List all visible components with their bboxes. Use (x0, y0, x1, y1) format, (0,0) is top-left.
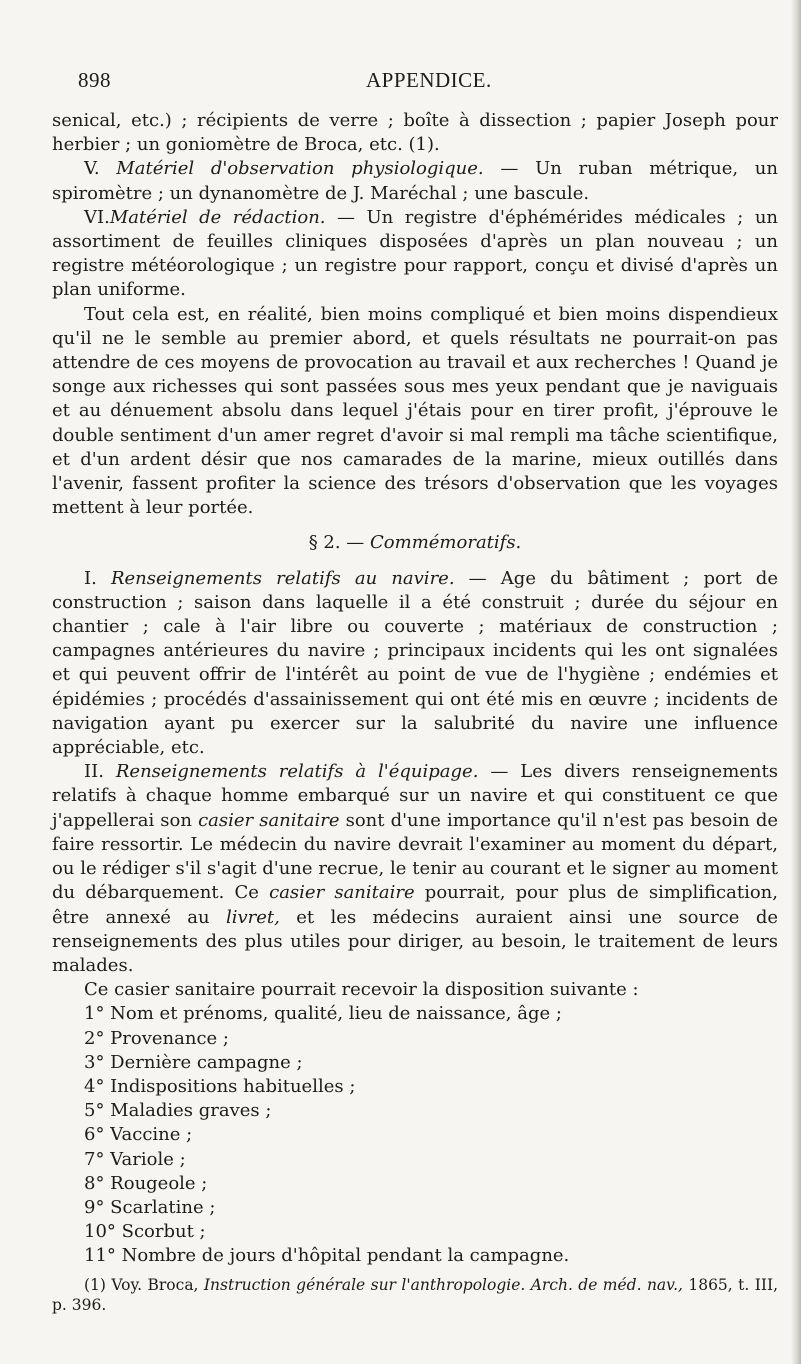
item-number: V. (84, 158, 100, 180)
footnote-citation: 1865, t. III, p. 396. (52, 1275, 778, 1314)
item-text: — Age du bâtiment ; port de construction ; saison dans laquelle il a été construit ; durée du séjour en chantier ; cale à l'air libre ou couverte ; matériaux de construction ; campagnes antérieures du navire ; principaux incidents qui les ont signalées et qui peuvent offrir de l'intérêt au point de vue de l'hygiène ; endémies et épidémies ; procédés d'assainissement qui ont été mis en œuvre ; incidents de navigation ayant pu exercer sur la salubrité du navire une influence appréciable, etc. (52, 567, 778, 759)
item-heading: Renseignements relatifs à l'équipage. (115, 761, 479, 783)
casier-list (52, 1002, 778, 1268)
list-item: 1° Nom et prénoms, qualité, lieu de naissance, âge ; (84, 1003, 562, 1025)
footnote-text (52, 1275, 778, 1315)
page-edge-shadow (791, 0, 801, 1364)
paragraph-materiel-redaction (52, 206, 778, 303)
item-text: — Les divers renseignements relatifs à chaque homme embarqué sur un navire et qui constituent ce que j'appellerai son (52, 761, 778, 831)
list-item: 3° Dernière campagne ; (84, 1051, 303, 1073)
item-text: — Un registre d'éphémérides médicales ; un assortiment de feuilles cliniques disposées d'après un plan nouveau ; un registre météorologique ; un registre pour rapport, conçu et divisé d'après un plan uniforme. (52, 206, 779, 301)
page-number: 898 (78, 68, 111, 92)
footnote (52, 1275, 778, 1315)
list-item: 4° Indispositions habituelles ; (84, 1075, 356, 1097)
item-heading: Matériel d'observation physiologique. (116, 158, 484, 180)
list-item: 6° Vaccine ; (84, 1124, 193, 1146)
book-page (52, 68, 778, 1315)
item-text: et les médecins auraient ainsi une source de renseignements des plus utiles pour diriger, au besoin, le traitement de leurs malades. (52, 906, 778, 976)
emphasis: casier sanitaire (198, 809, 340, 831)
list-item: 7° Variole ; (84, 1148, 186, 1170)
list-item: 2° Provenance ; (84, 1027, 229, 1049)
item-heading: Renseignements relatifs au navire. (110, 567, 455, 589)
emphasis: casier sanitaire (269, 882, 415, 904)
paragraph-materiel-observation (52, 157, 778, 205)
item-number: II. (84, 761, 116, 783)
paragraph-continuation: senical, etc.) ; récipients de verre ; boîte à dissection ; papier Joseph pour herbier ; un goniomètre de Broca, etc. (1). (52, 110, 778, 156)
footnote-title: Instruction générale sur l'anthropologie. Arch. de méd. nav., (203, 1275, 683, 1294)
paragraph-navire (52, 567, 778, 761)
item-text: — Un ruban métrique, un spiromètre ; un dynanomètre de J. Maréchal ; une bascule. (52, 158, 778, 204)
section-number: § 2. — (308, 532, 371, 554)
page-body (52, 109, 778, 1315)
casier-intro: Ce casier sanitaire pourrait recevoir la disposition suivante : (84, 979, 639, 1001)
list-item: 5° Maladies graves ; (84, 1100, 272, 1122)
list-item: 8° Rougeole ; (84, 1172, 208, 1194)
paragraph-conclusion: Tout cela est, en réalité, bien moins compliqué et bien moins dispendieux qu'il ne le semble au premier abord, et quels résultats ne pourrait-on pas attendre de ces moyens de provocation au travail et aux recherches ! Quand je songe aux richesses qui sont passées sous mes yeux pendant que je naviguais et au dénuement absolu dans lequel j'étais pour en tirer profit, j'éprouve le double sentiment d'un amer regret d'avoir si mal rempli ma tâche scientifique, et d'un ardent désir que nos camarades de la marine, mieux outillés dans l'avenir, fassent profiter la science des trésors d'observation que les voyages mettent à leur portée. (52, 303, 778, 519)
emphasis: livret, (225, 906, 280, 928)
item-text: pourrait, pour plus de simplification, être annexé au (52, 882, 778, 928)
section-title: Commémoratifs. (370, 532, 522, 554)
paragraph-equipage (52, 760, 778, 978)
section-heading (52, 531, 778, 555)
item-text: sont d'une importance qu'il n'est pas besoin de faire ressortir. Le médecin du navire devrait l'examiner au moment du départ, ou le rédiger s'il s'agit d'une recrue, le tenir au courant et le signer au moment du débarquement. Ce (52, 809, 778, 904)
list-item: 11° Nombre de jours d'hôpital pendant la campagne. (84, 1245, 570, 1267)
running-header (52, 68, 778, 94)
list-item: 9° Scarlatine ; (84, 1196, 216, 1218)
footnote-reference: (1) Voy. Broca, (84, 1275, 204, 1294)
item-number: VI. (84, 206, 110, 228)
item-number: I. (84, 567, 111, 589)
item-heading: Matériel de rédaction. (109, 206, 326, 228)
list-item: 10° Scorbut ; (84, 1221, 206, 1243)
running-title: APPENDICE. (366, 68, 492, 92)
